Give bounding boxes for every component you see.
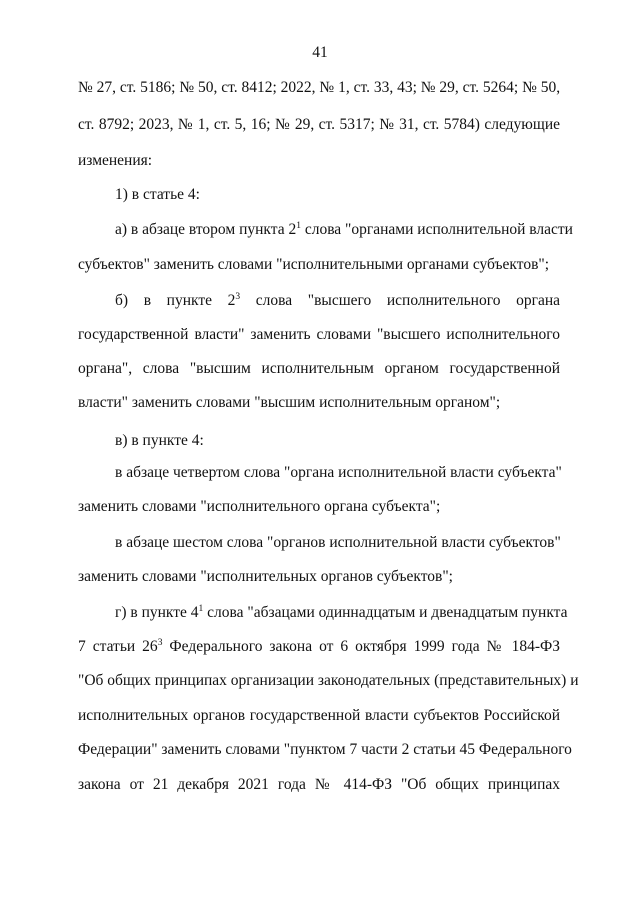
text-fragment: а) в абзаце втором пункта 2 (115, 221, 297, 238)
text-fragment: слова "высшего исполнительного органа (240, 292, 561, 309)
text-fragment: г) в пункте 4 (115, 604, 199, 621)
text-line: в) в пункте 4: (115, 432, 204, 449)
text-line (78, 637, 560, 657)
text-line: государственной власти" заменить словами "высшего исполнительного (78, 326, 560, 343)
text-fragment: б) в пункте 2 (115, 292, 236, 309)
text-line: исполнительных органов государственной власти субъектов Российской (78, 707, 560, 724)
text-line: заменить словами "исполнительного органа субъекта"; (78, 498, 441, 515)
text-line: "Об общих принципах организации законодательных (представительных) и (78, 672, 579, 689)
text-line: ст. 8792; 2023, № 1, ст. 5, 16; № 29, ст. 5317; № 31, ст. 5784) следующие (78, 116, 560, 133)
superscript: 1 (296, 221, 301, 231)
superscript: 3 (157, 638, 163, 648)
text-fragment: слова "органами исполнительной власти (300, 221, 573, 238)
text-line: субъектов" заменить словами "исполнительными органами субъектов"; (78, 256, 550, 273)
text-line: 1) в статье 4: (115, 186, 200, 203)
superscript: 3 (235, 292, 241, 302)
text-line (115, 603, 568, 623)
text-line (115, 291, 560, 311)
text-line: заменить словами "исполнительных органов субъектов"; (78, 568, 453, 585)
text-line: № 27, ст. 5186; № 50, ст. 8412; 2022, № 1, ст. 33, 43; № 29, ст. 5264; № 50, (78, 79, 561, 96)
text-fragment: слова "абзацами одиннадцатым и двенадцатым пункта (203, 604, 568, 621)
text-line (115, 220, 573, 240)
text-line: органа", слова "высшим исполнительным органом государственной (78, 360, 560, 377)
page-number: 41 (312, 44, 328, 61)
superscript: 1 (198, 604, 204, 614)
text-line: Федерации" заменить словами "пунктом 7 части 2 статьи 45 Федерального (78, 741, 572, 758)
text-fragment: Федерального закона от 6 октября 1999 года № 184-ФЗ (162, 638, 560, 655)
text-line: в абзаце шестом слова "органов исполнительной власти субъектов" (115, 534, 561, 551)
text-line: власти" заменить словами "высшим исполнительным органом"; (78, 394, 501, 411)
text-line: изменения: (78, 152, 153, 169)
text-fragment: 7 статьи 26 (78, 638, 158, 655)
text-line: в абзаце четвертом слова "органа исполнительной власти субъекта" (115, 464, 562, 481)
text-line: закона от 21 декабря 2021 года № 414-ФЗ "Об общих принципах (78, 776, 560, 793)
